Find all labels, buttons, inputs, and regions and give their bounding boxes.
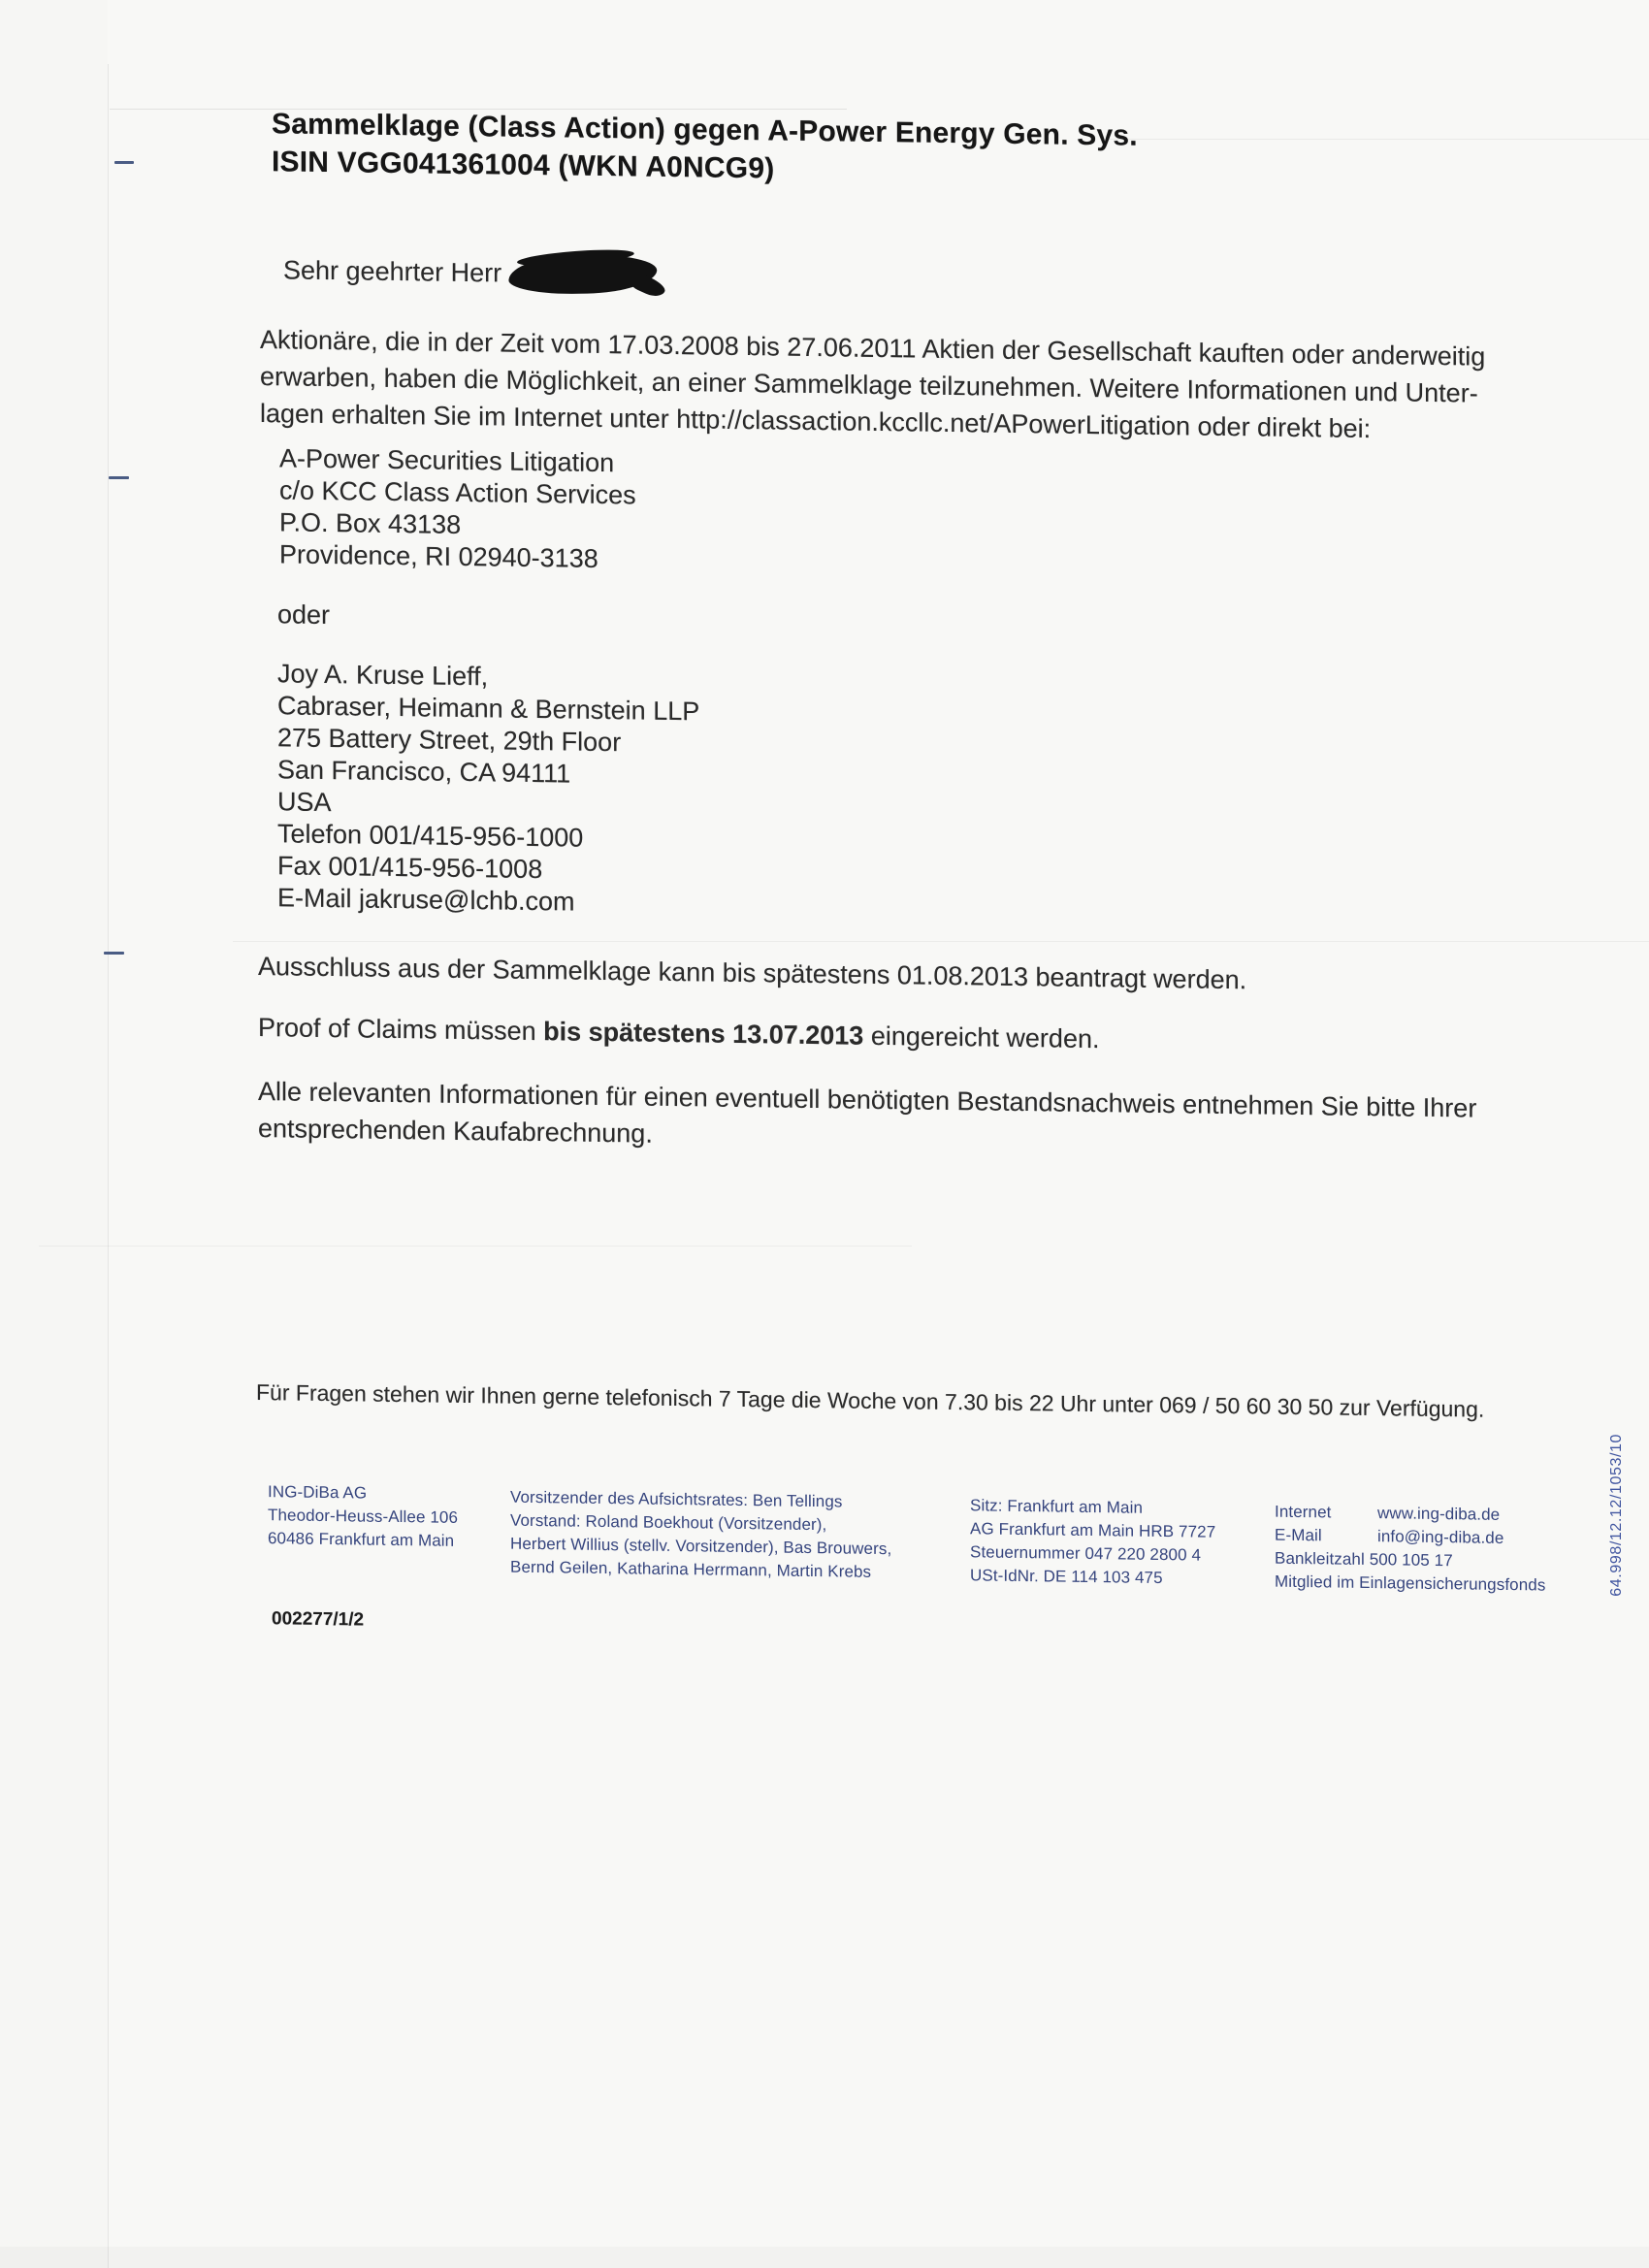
footer-board-line-1: Vorsitzender des Aufsichtsrates: Ben Tellings — [510, 1487, 843, 1511]
address-lieff-line-8: E-Mail jakruse@lchb.com — [277, 883, 575, 917]
footer-board-line-2: Vorstand: Roland Boekhout (Vorsitzender), — [510, 1510, 827, 1535]
footer-board-line-3: Herbert Willius (stellv. Vorsitzender), Bas Brouwers, — [510, 1534, 892, 1559]
fold-mark — [104, 952, 124, 955]
footer-registry-line-1: Sitz: Frankfurt am Main — [970, 1496, 1144, 1517]
info-line-2: entsprechenden Kaufabrechnung. — [258, 1114, 653, 1149]
intro-paragraph — [260, 321, 1485, 449]
address-lieff-line-6: Telefon 001/415-956-1000 — [277, 819, 584, 853]
salutation-text: Sehr geehrter Herr — [283, 255, 502, 288]
address-kcc-line-2: c/o KCC Class Action Services — [279, 475, 636, 510]
form-number-vertical: 64.998/12.12/1053/10 — [1608, 1434, 1625, 1597]
address-lieff-line-2: Cabraser, Heimann & Bernstein LLP — [277, 691, 700, 727]
footer-board — [510, 1486, 891, 1584]
intro-line-2: erwarben, haben die Möglichkeit, an einer Sammelklage teilzunehmen. Weitere Informationen und Unter- — [260, 362, 1478, 408]
internet-label: Internet — [1275, 1502, 1332, 1522]
address-lieff-line-4: San Francisco, CA 94111 — [277, 755, 571, 789]
proof-of-claims-paragraph — [258, 1013, 1099, 1054]
footer-board-line-4: Bernd Geilen, Katharina Herrmann, Martin Krebs — [510, 1557, 872, 1581]
info-paragraph — [258, 1073, 1476, 1164]
info-line-1: Alle relevanten Informationen für einen eventuell benötigten Bestandsnachweis entnehmen Sie bitte Ihrer — [258, 1077, 1477, 1123]
subject-line-1: Sammelklage (Class Action) gegen A-Power Energy Gen. Sys. — [272, 108, 1138, 152]
exclusion-paragraph: Ausschluss aus der Sammelklage kann bis spätestens 01.08.2013 beantragt werden. — [258, 952, 1247, 995]
footer-registry-line-3: Steuernummer 047 220 2800 4 — [970, 1542, 1202, 1565]
phone-service-note: Für Fragen stehen wir Ihnen gerne telefonisch 7 Tage die Woche von 7.30 bis 22 Uhr unter 069 / 50 60 30 50 zur Verfügung. — [256, 1379, 1485, 1422]
letter-content — [256, 101, 1614, 1731]
address-kcc-line-1: A-Power Securities Litigation — [279, 443, 615, 478]
page-edge-line — [108, 64, 109, 2268]
intro-line-3: lagen erhalten Sie im Internet unter http://classaction.kccllc.net/APowerLitigation oder direkt bei: — [260, 399, 1372, 444]
scan-bottom-shade — [0, 2247, 1649, 2268]
footer-company-line-1: ING-DiBa AG — [268, 1482, 368, 1503]
email-label: E-Mail — [1275, 1525, 1322, 1545]
subject-line-2: ISIN VGG041361004 (WKN A0NCG9) — [272, 146, 775, 185]
letter-subject — [272, 105, 1138, 192]
address-kcc-line-3: P.O. Box 43138 — [279, 507, 462, 539]
internet-url: www.ing-diba.de — [1377, 1504, 1501, 1524]
address-lieff-line-5: USA — [277, 787, 332, 818]
address-lieff-line-7: Fax 001/415-956-1008 — [277, 851, 543, 885]
footer-registry-line-2: AG Frankfurt am Main HRB 7727 — [970, 1519, 1216, 1541]
fold-mark — [114, 161, 134, 164]
footer-company-line-3: 60486 Frankfurt am Main — [268, 1529, 455, 1550]
footer-contact — [1275, 1501, 1545, 1598]
proof-deadline-bold: bis spätestens 13.07.2013 — [543, 1017, 864, 1051]
fold-mark — [109, 476, 129, 479]
address-lieff — [277, 658, 699, 920]
intro-line-1: Aktionäre, die in der Zeit vom 17.03.2008 bis 27.06.2011 Aktien der Gesellschaft kauften oder anderweitig — [260, 325, 1486, 372]
salutation — [283, 250, 657, 294]
proof-text-post: eingereicht werden. — [863, 1021, 1100, 1054]
address-lieff-line-1: Joy A. Kruse Lieff, — [277, 659, 489, 692]
footer-company-address — [268, 1480, 458, 1553]
address-kcc-line-4: Providence, RI 02940-3138 — [279, 539, 598, 573]
address-lieff-line-3: 275 Battery Street, 29th Floor — [277, 723, 622, 758]
footer-company-line-2: Theodor-Heuss-Allee 106 — [268, 1506, 459, 1527]
footer-deposit-line: Mitglied im Einlagensicherungsfonds — [1275, 1571, 1546, 1595]
document-number: 002277/1/2 — [272, 1608, 365, 1631]
address-kcc — [279, 442, 636, 575]
email-address: info@ing-diba.de — [1377, 1527, 1504, 1547]
footer-registry — [970, 1494, 1215, 1591]
or-word: oder — [277, 599, 331, 631]
footer-registry-line-4: USt-IdNr. DE 114 103 475 — [970, 1566, 1163, 1588]
proof-text-pre: Proof of Claims müssen — [258, 1013, 544, 1047]
redacted-name — [506, 253, 660, 295]
scan-left-margin — [0, 0, 108, 2268]
footer-blz-line: Bankleitzahl 500 105 17 — [1275, 1548, 1453, 1571]
